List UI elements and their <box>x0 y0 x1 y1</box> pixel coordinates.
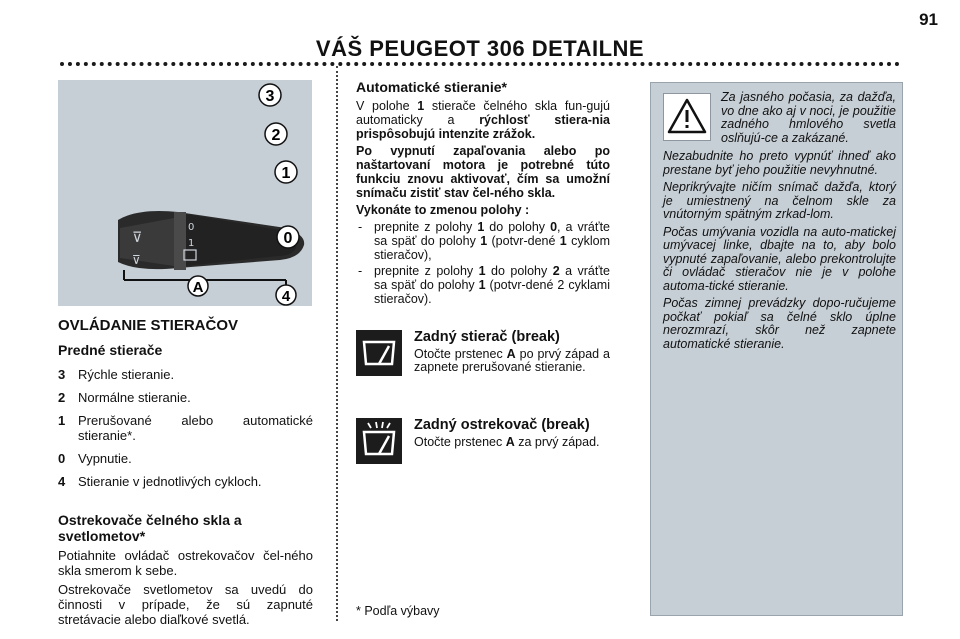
switch-mark-1: 1 <box>188 238 195 249</box>
position-number: 3 <box>58 367 66 382</box>
position-text: Vypnutie. <box>78 451 132 466</box>
page-number: 91 <box>919 10 938 29</box>
svg-text:A: A <box>192 279 204 296</box>
front-wipers-heading: Predné stierače <box>58 342 163 358</box>
wiper-symbol-icon: ⊽ <box>132 230 143 246</box>
position-item <box>58 413 313 443</box>
svg-text:2: 2 <box>271 127 281 144</box>
left-column <box>58 318 313 631</box>
rear-washer-section <box>356 418 610 478</box>
label-a <box>188 276 208 296</box>
list-item: - prepnite z polohy 1 do polohy 0, a vráťte sa späť do polohy 1 (potvr-dené 1 cyklom stieračov), <box>358 220 610 262</box>
position-number: 0 <box>58 451 66 466</box>
washer-heading: Ostrekovače čelného skla a svetlometov* <box>58 512 242 544</box>
svg-text:4: 4 <box>281 288 291 305</box>
warning-box <box>650 82 903 616</box>
warning-paragraph-5: Počas zimnej prevádzky dopo-ručujeme počkať pokiaľ sa čelné sklo úplne nerozmrazí, skôr než zapnete automatické stieranie. <box>663 296 896 351</box>
label-3 <box>259 84 281 106</box>
auto-wiping-heading: Automatické stieranie* <box>356 79 507 95</box>
column-divider <box>336 66 338 621</box>
rear-wiper-section <box>356 330 610 390</box>
position-text: Prerušované alebo automatické stieranie*. <box>78 413 313 443</box>
washer-symbol-icon: ⊽ <box>132 253 141 267</box>
auto-paragraph-2: Po vypnutí zapaľovania alebo po naštartovaní motora je potrebné túto funkciu znovu aktivovať, čím sa umožní snímaču zistiť stav čel-ného skla. <box>356 144 610 200</box>
footnote: * Podľa výbavy <box>356 604 440 618</box>
position-item <box>58 474 313 489</box>
warning-paragraph-3: Neprikrývajte ničím snímač dažďa, ktorý je umiestnený na čelnom skle za vnútorným spätným zrkad-lom. <box>663 180 896 221</box>
list-item: - prepnite z polohy 1 do polohy 2 a vráťte sa späť do polohy 1 (potvr-dené 2 cyklami stieračov). <box>358 264 610 306</box>
rear-washer-title: Zadný ostrekovač (break) <box>414 417 590 433</box>
svg-text:3: 3 <box>265 88 275 105</box>
rear-wiper-title: Zadný stierač (break) <box>414 329 560 345</box>
section-heading: OVLÁDANIE STIERAČOV <box>58 317 239 334</box>
position-number: 2 <box>58 390 66 405</box>
position-item <box>58 390 313 405</box>
rear-wiper-icon <box>356 330 402 376</box>
svg-text:0: 0 <box>283 230 293 247</box>
page-title: VÁŠ PEUGEOT 306 DETAILNE <box>315 36 645 61</box>
washer-paragraph-2: Ostrekovače svetlometov sa uvedú do činnosti v prípade, že sú zapnuté stretávacie alebo diaľkové svetlá. <box>58 582 313 627</box>
washer-paragraph-1: Potiahnite ovládač ostrekovačov čel-ného skla smerom k sebe. <box>58 548 313 578</box>
position-text: Stieranie v jednotlivých cykloch. <box>78 474 262 489</box>
position-number: 1 <box>58 413 66 428</box>
auto-paragraph-3: Vykonáte to zmenou polohy : <box>356 203 530 217</box>
switch-mark-0: 0 <box>188 222 195 233</box>
wiper-stalk-illustration <box>58 80 312 306</box>
rear-washer-text: Otočte prstenec A za prvý západ. <box>414 435 600 449</box>
position-text: Normálne stieranie. <box>78 390 191 405</box>
auto-paragraph-1: V polohe 1 stierače čelného skla fun-gujú automaticky a rýchlosť stiera-nia prispôsobujú intenzite zrážok. <box>356 99 610 141</box>
label-4 <box>276 285 296 305</box>
position-text: Rýchle stieranie. <box>78 367 175 382</box>
position-item <box>58 367 313 382</box>
warning-paragraph-4: Počas umývania vozidla na auto-matickej umývacej linke, dbajte na to, aby bolo vypnuté zapaľovanie, alebo prekontrolujte či ovládač stieračov nie je v polohe automa-tické stieranie. <box>663 224 896 293</box>
title-divider <box>60 62 900 66</box>
rear-washer-icon <box>356 418 402 464</box>
position-item <box>58 451 313 466</box>
warning-paragraph-1: Za jasného počasia, za dažďa, vo dne ako aj v noci, je použitie zadného hmlového svetla oslňujú-ce a zakázané. <box>721 90 896 145</box>
svg-text:1: 1 <box>281 165 291 182</box>
position-number: 4 <box>58 474 66 489</box>
warning-paragraph-2: Nezabudnite ho preto vypnúť ihneď ako prestane byť jeho použitie nevyhnutné. <box>663 149 896 177</box>
rear-wiper-text: Otočte prstenec A po prvý západ a zapnete prerušované stieranie. <box>414 347 610 374</box>
label-1 <box>275 161 297 183</box>
label-0 <box>277 226 299 248</box>
middle-column <box>356 80 610 308</box>
label-2 <box>265 123 287 145</box>
